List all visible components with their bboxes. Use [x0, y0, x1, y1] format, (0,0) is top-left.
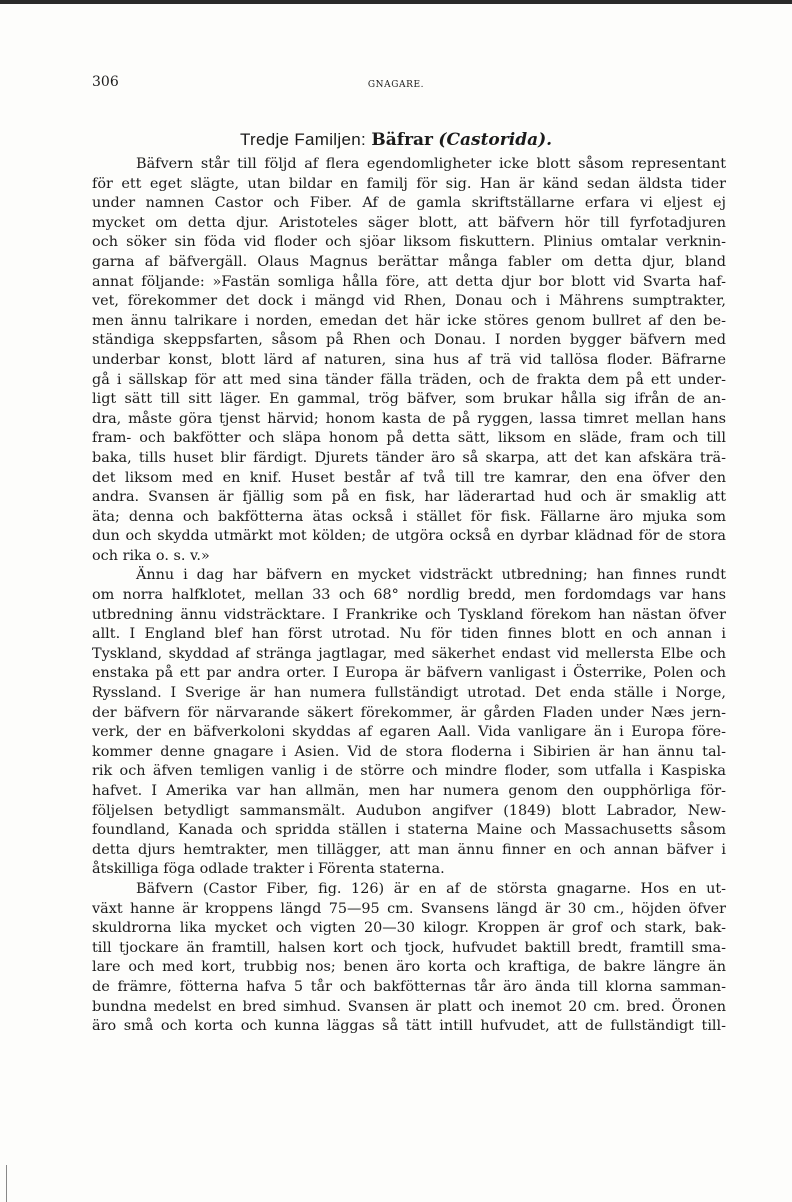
text-line: det liksom med en knif. Huset består af två till tre kamrar, den ena öfver den [92, 469, 726, 486]
family-latin-name: (Castorida). [438, 130, 553, 150]
text-line: enstaka på ett par andra orter. I Europa är bäfvern vanligast i Österrike, Polen och [92, 665, 726, 682]
text-line: dra, måste göra tjenst härvid; honom kasta de på ryggen, lassa timret mellan hans [92, 410, 726, 427]
text-line: men ännu talrikare i norden, emedan det här icke störes genom bullret af den be- [92, 312, 726, 329]
text-line: Bäfvern (Castor Fiber, fig. 126) är en af de största gnagarne. Hos en ut- [136, 880, 726, 897]
running-head: GNAGARE. [367, 80, 425, 90]
text-line: om norra halfklotet, mellan 33 och 68° nordlig bredd, men fordomdags var hans [92, 587, 726, 604]
text-line: detta djurs hemtrakter, men tillägger, att man ännu finner en och annan bäfver i [92, 841, 726, 858]
text-line: underbar konst, blott lärd af naturen, sina hus af trä vid tallösa floder. Bäfrarne [92, 351, 726, 368]
text-line: allt. I England blef han först utrotad. Nu för tiden finnes blott en och annan i [92, 626, 726, 643]
text-line: lare och med kort, trubbig nos; benen äro korta och kraftiga, de bakre längre än [92, 959, 726, 976]
family-name: Bäfrar [371, 130, 434, 150]
text-line: ligt sätt till sitt läger. En gammal, trög bäfver, som brukar hålla sig ifrån de an- [92, 391, 726, 408]
text-line: de främre, fötterna hafva 5 tår och bakfötternas tår äro ända till klorna samman- [92, 978, 726, 995]
text-line: garna af bäfvergäll. Olaus Magnus berättar många fabler om detta djur, bland [92, 253, 726, 270]
page-number: 306 [92, 74, 119, 90]
text-line: gå i sällskap för att med sina tänder fälla träden, och de frakta dem på ett under- [92, 371, 726, 388]
text-line: rik och äfven temligen vanlig i de större och mindre floder, som utfalla i Kaspiska [92, 763, 726, 780]
text-line: äta; denna och bakfötterna ätas också i stället för fisk. Fällarne äro mjuka som [92, 508, 726, 525]
text-line: verk, der en bäfverkoloni skyddas af egaren Aall. Vida vanligare än i Europa före- [92, 724, 726, 741]
page-top-border [0, 0, 792, 4]
text-line: foundland, Kanada och spridda ställen i staterna Maine och Massachusetts såsom [92, 822, 726, 839]
text-line: annat följande: »Fastän somliga hålla före, att detta djur bor blott vid Svarta haf- [92, 273, 726, 290]
text-line: Ryssland. I Sverige är han numera fullständigt utrotad. Det enda ställe i Norge, [92, 685, 726, 702]
text-line: baka, tills huset blir färdigt. Djurets tänder äro så skarpa, att det kan afskära trä- [92, 449, 726, 466]
text-line: för ett eget slägte, utan bildar en familj för sig. Han är känd sedan äldsta tider [92, 175, 726, 192]
text-line: till tjockare än framtill, halsen kort och tjock, hufvudet baktill bredt, framtill sma- [92, 939, 726, 956]
text-line: mycket om detta djur. Aristoteles säger blott, att bäfvern hör till fyrfotadjuren [92, 214, 726, 231]
text-line: följelsen betydligt sammansmält. Audubon angifver (1849) blott Labrador, New- [92, 802, 726, 819]
text-line: kommer denne gnagare i Asien. Vid de stora floderna i Sibirien är han ännu tal- [92, 743, 726, 760]
text-line: under namnen Castor och Fiber. Af de gamla skriftställarne erfara vi eljest ej [92, 195, 726, 212]
text-line [92, 1037, 726, 1057]
text-line: Tyskland, skyddad af stränga jagtlagar, med säkerhet endast vid mellersta Elbe och [92, 645, 726, 662]
text-line: Ännu i dag har bäfvern en mycket vidsträckt utbredning; han finnes rundt [136, 567, 726, 584]
text-line: der bäfvern för närvarande säkert förekommer, är gården Fladen under Næs jern- [92, 704, 726, 721]
text-line: skuldrorna lika mycket och vigten 20—30 kilogr. Kroppen är grof och stark, bak- [92, 920, 726, 937]
text-line: hafvet. I Amerika var han allmän, men har numera genom den oupphörliga för- [92, 783, 726, 799]
text-line: vet, förekommer det dock i mängd vid Rhen, Donau och i Mährens sumptrakter, [92, 293, 726, 310]
text-line: och rika o. s. v.» [92, 547, 210, 564]
text-line: äro små och korta och kunna läggas så tätt intill hufvudet, att de fullständigt till- [92, 1018, 726, 1035]
text-line: och söker sin föda vid floder och sjöar liksom fiskuttern. Plinius omtalar verknin- [92, 234, 726, 251]
text-line: växt hanne är kroppens längd 75—95 cm. Svansens längd är 30 cm., höjden öfver [92, 900, 726, 917]
text-line: bundna medelst en bred simhud. Svansen är platt och inemot 20 cm. bred. Öronen [92, 998, 726, 1015]
text-line: Bäfvern står till följd af flera egendomligheter icke blott såsom representant [136, 156, 726, 172]
text-line: utbredning ännu vidsträcktare. I Frankrike och Tyskland förekom han nästan öfver [92, 606, 726, 623]
section-title [0, 130, 792, 150]
scan-margin-line [6, 1165, 7, 1202]
body-text [92, 155, 726, 1056]
text-line: fram- och bakfötter och släpa honom på detta sätt, liksom en släde, fram och till [92, 430, 726, 447]
text-line: andra. Svansen är fjällig som på en fisk, har läderartad hud och är smaklig att [92, 489, 726, 506]
text-line: ständiga skeppsfarten, såsom på Rhen och Donau. I norden bygger bäfvern med [92, 332, 726, 349]
text-line: åtskilliga föga odlade trakter i Förenta staterna. [92, 861, 445, 878]
text-line: dun och skydda utmärkt mot kölden; de utgöra också en dyrbar klädnad för de stora [92, 528, 726, 545]
family-label: Tredje Familjen: [239, 130, 366, 149]
